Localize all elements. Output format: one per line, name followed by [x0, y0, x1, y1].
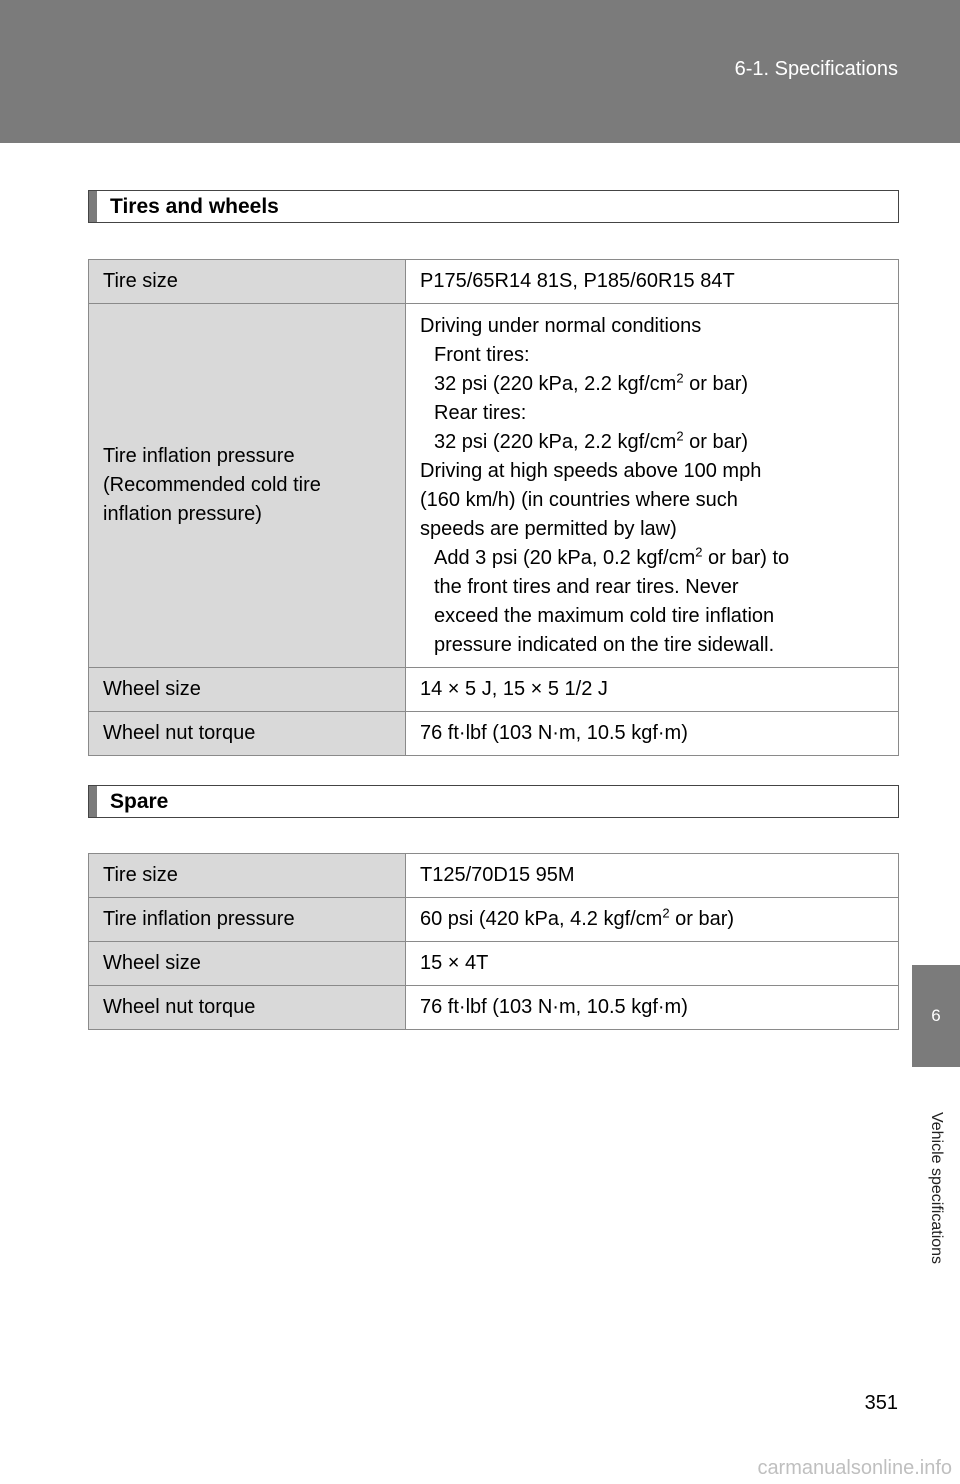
spare-heading [88, 785, 899, 818]
table-row [89, 712, 899, 756]
rear-tires-label: Rear tires: [434, 401, 527, 424]
torque-label: Wheel nut torque [89, 712, 406, 756]
front-tires-label: Front tires: [434, 343, 530, 366]
rear-tires-value: 32 psi (220 kPa, 2.2 kgf/$cm^2$ or bar) [434, 427, 749, 453]
spare-torque-value: 76 ft·lbf (103 N·m, 10.5 kgf·m) [406, 986, 899, 1030]
tires-wheels-table [88, 259, 899, 756]
tire-size-label: Tire size [89, 260, 406, 304]
table-row [89, 668, 899, 712]
high-speed-note: Add 3 psi (20 kPa, 0.2 kgf/$cm^2$ or bar) to [434, 543, 790, 569]
table-row [89, 986, 899, 1030]
tire-size-value: P175/65R14 81S, P185/60R15 84T [406, 260, 899, 304]
pressure-label [89, 304, 406, 668]
section-header: 6-1. Specifications [734, 58, 898, 80]
watermark: carmanualsonline.info [757, 1457, 952, 1479]
chapter-label-text: Vehicle specifications [928, 1111, 945, 1264]
pressure-label-line: (Recommended cold tire [103, 474, 321, 496]
header-band [0, 0, 960, 143]
spare-title: Spare [110, 789, 169, 813]
tires-wheels-title: Tires and wheels [110, 194, 279, 218]
table-row [89, 304, 899, 668]
tires-wheels-heading [88, 190, 899, 223]
chapter-tab [912, 965, 960, 1067]
high-speed-line: (160 km/h) (in countries where such [420, 488, 738, 511]
high-speed-note: exceed the maximum cold tire inflation [434, 604, 775, 627]
table-row [89, 854, 899, 898]
spare-torque-label: Wheel nut torque [89, 986, 406, 1030]
wheel-size-label: Wheel size [89, 668, 406, 712]
page-number: 351 [864, 1392, 898, 1414]
heading-bar [89, 191, 97, 222]
spare-table [88, 853, 899, 1030]
spare-tire-size-value: T125/70D15 95M [406, 854, 899, 898]
table-row [89, 942, 899, 986]
spare-wheel-size-value: 15 × 4T [406, 942, 899, 986]
spare-wheel-size-label: Wheel size [89, 942, 406, 986]
spare-tire-size-label: Tire size [89, 854, 406, 898]
torque-value: 76 ft·lbf (103 N·m, 10.5 kgf·m) [406, 712, 899, 756]
pressure-label-line: Tire inflation pressure [103, 445, 295, 467]
pressure-label-line: inflation pressure) [103, 503, 262, 525]
heading-bar [89, 786, 97, 817]
pressure-value [406, 304, 899, 668]
high-speed-line: Driving at high speeds above 100 mph [420, 459, 762, 482]
high-speed-line: speeds are permitted by law) [420, 517, 677, 540]
table-row [89, 260, 899, 304]
wheel-size-value: 14 × 5 J, 15 × 5 1/2 J [406, 668, 899, 712]
spare-pressure-label: Tire inflation pressure [89, 898, 406, 942]
table-row [89, 898, 899, 942]
spare-pressure-value: 60 psi (420 kPa, 4.2 kgf/$cm^2$ or bar) [406, 898, 899, 942]
normal-conditions-heading: Driving under normal conditions [420, 314, 702, 337]
chapter-label [912, 1075, 960, 1300]
front-tires-value: 32 psi (220 kPa, 2.2 kgf/$cm^2$ or bar) [434, 369, 749, 395]
high-speed-note: pressure indicated on the tire sidewall. [434, 633, 775, 656]
high-speed-note: the front tires and rear tires. Never [434, 575, 739, 598]
chapter-number: 6 [931, 1006, 941, 1025]
